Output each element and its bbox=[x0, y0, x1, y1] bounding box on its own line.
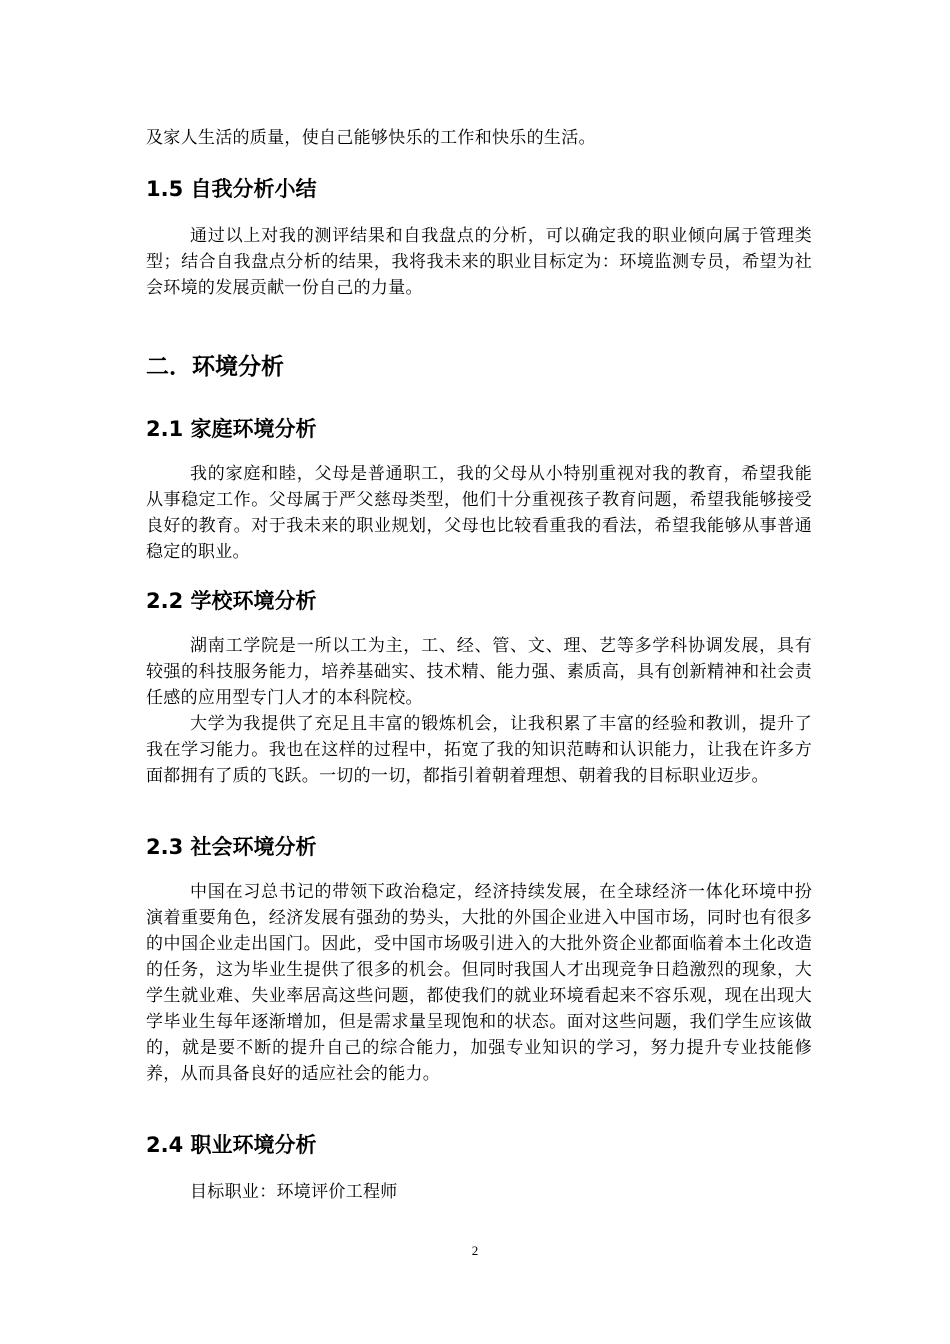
paragraph-2-2b: 大学为我提供了充足且丰富的锻炼机会，让我积累了丰富的经验和教训，提升了我在学习能力。我也在这样的过程中，拓宽了我的知识范畴和认识能力，让我在许多方面都拥有了质的飞跃。一切的一切，都指引着朝着理想、朝着我的目标职业迈步。 bbox=[146, 714, 812, 786]
section-heading-2-2: 2.2 学校环境分析 bbox=[146, 589, 317, 613]
section-heading-2-1: 2.1 家庭环境分析 bbox=[146, 417, 317, 441]
paragraph-1-5: 通过以上对我的测评结果和自我盘点的分析，可以确定我的职业倾向属于管理类型；结合自我盘点分析的结果，我将我未来的职业目标定为：环境监测专员，希望为社会环境的发展贡献一份自己的力量。 bbox=[146, 226, 812, 298]
paragraph-2-1: 我的家庭和睦，父母是普通职工，我的父母从小特别重视对我的教育，希望我能从事稳定工作。父母属于严父慈母类型，他们十分重视孩子教育问题，希望我能够接受良好的教育。对于我未来的职业规划，父母也比较看重我的看法，希望我能够从事普通稳定的职业。 bbox=[146, 464, 812, 562]
section-heading-1-5: 1.5 自我分析小结 bbox=[146, 177, 317, 201]
section-heading-2-4: 2.4 职业环境分析 bbox=[146, 1133, 317, 1157]
paragraph-2-4: 目标职业：环境评价工程师 bbox=[190, 1182, 398, 1202]
page-number: 2 bbox=[471, 1243, 479, 1258]
paragraph-2-3: 中国在习总书记的带领下政治稳定，经济持续发展，在全球经济一体化环境中扮演着重要角色，经济发展有强劲的势头，大批的外国企业进入中国市场，同时也有很多的中国企业走出国门。因此，受中国市场吸引进入的大批外资企业都面临着本土化改造的任务，这为毕业生提供了很多的机会。但同时我国人才出现竞争日趋激烈的现象，大学生就业难、失业率居高这些问题，都使我们的就业环境看起来不容乐观，现在出现大学毕业生每年逐渐增加，但是需求量呈现饱和的状态。面对这些问题，我们学生应该做的，就是要不断的提升自己的综合能力，加强专业知识的学习，努力提升专业技能修养，从而具备良好的适应社会的能力。 bbox=[146, 882, 812, 1084]
section-heading-2-3: 2.3 社会环境分析 bbox=[146, 835, 317, 859]
carryover-paragraph: 及家人生活的质量，使自己能够快乐的工作和快乐的生活。 bbox=[146, 128, 596, 148]
paragraph-2-2a: 湖南工学院是一所以工为主，工、经、管、文、理、艺等多学科协调发展，具有较强的科技服务能力，培养基础实、技术精、能力强、素质高，具有创新精神和社会责任感的应用型专门人才的本科院校。 bbox=[146, 636, 812, 708]
chapter-heading-2: 二．环境分析 bbox=[146, 354, 284, 380]
